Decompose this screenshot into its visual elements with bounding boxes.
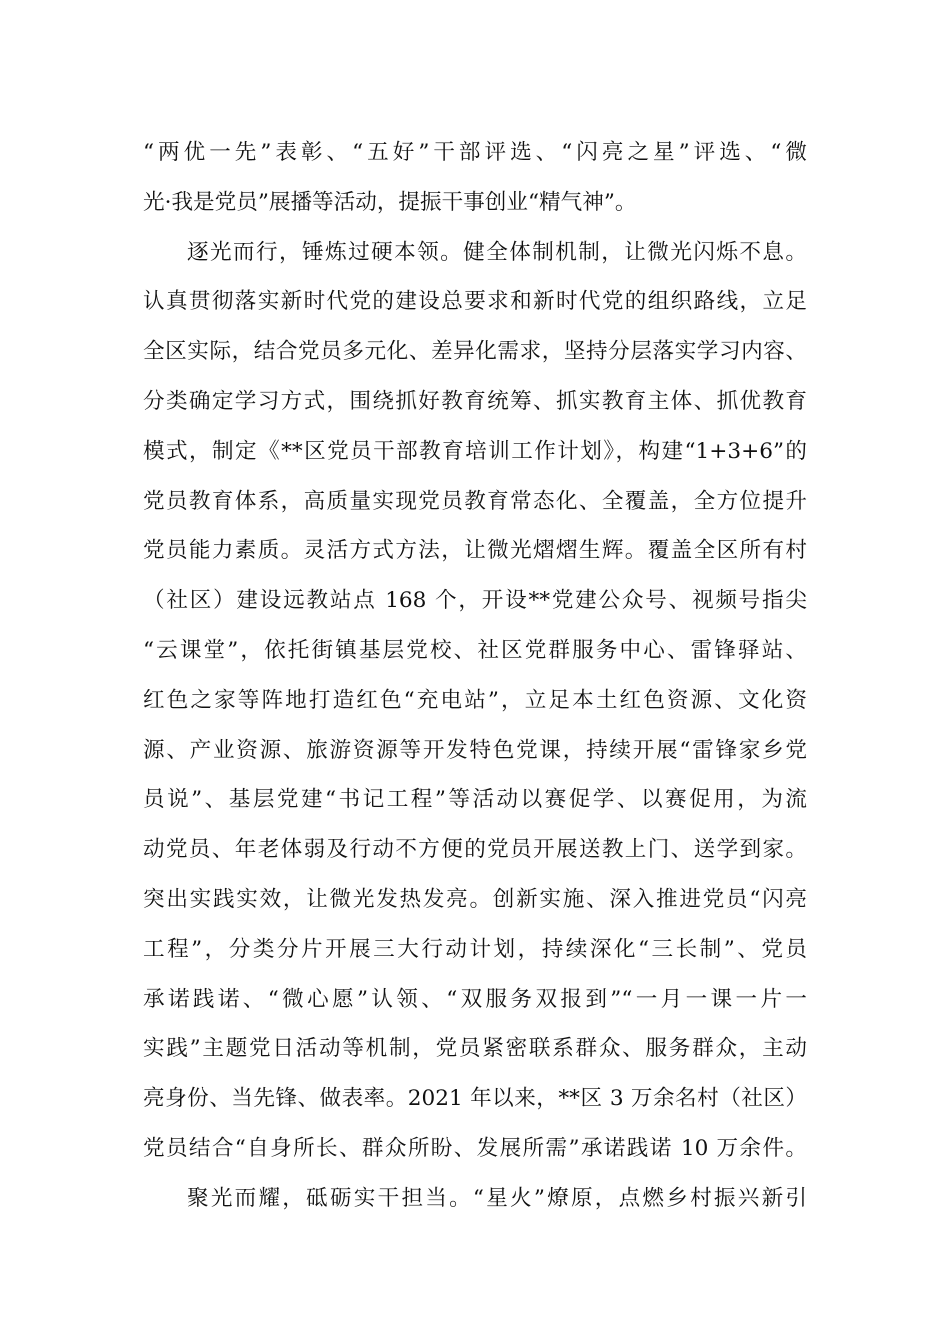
text-line: “两优一先”表彰、“五好”干部评选、“闪亮之星”评选、“微 [143, 140, 807, 165]
text-line: 工程”，分类分片开展三大行动计划，持续深化“三长制”、党员 [143, 936, 807, 962]
text-line: 员说”、基层党建“书记工程”等活动以赛促学、以赛促用，为流 [143, 787, 807, 813]
paragraph-first-line: 聚光而耀，砥砺实干担当。“星火”燎原，点燃乡村振兴新引 [187, 1185, 807, 1211]
text-line: 全区实际，结合党员多元化、差异化需求，坚持分层落实学习内容、 [143, 339, 807, 365]
text-line: “云课堂”，依托街镇基层党校、社区党群服务中心、雷锋驿站、 [143, 637, 807, 663]
text-line: 突出实践实效，让微光发热发亮。创新实施、深入推进党员“闪亮 [143, 886, 807, 912]
text-line: 动党员、年老体弱及行动不方便的党员开展送教上门、送学到家。 [143, 837, 807, 863]
text-line: 红色之家等阵地打造红色“充电站”，立足本土红色资源、文化资 [143, 687, 807, 713]
text-line: 源、产业资源、旅游资源等开发特色党课，持续开展“雷锋家乡党 [143, 737, 807, 763]
text-line: 实践”主题党日活动等机制，党员紧密联系群众、服务群众，主动 [143, 1036, 807, 1062]
text-line: （社区）建设远教站点 168 个，开设**党建公众号、视频号指尖 [143, 588, 807, 614]
paragraph-first-line: 逐光而行，锤炼过硬本领。健全体制机制，让微光闪烁不息。 [187, 239, 807, 265]
text-line: 分类确定学习方式，围绕抓好教育统筹、抓实教育主体、抓优教育 [143, 388, 807, 414]
text-line: 党员教育体系，高质量实现党员教育常态化、全覆盖，全方位提升 [143, 488, 807, 514]
document-body [143, 128, 807, 1224]
text-line: 承诺践诺、“微心愿”认领、“双服务双报到”“一月一课一片一 [143, 986, 807, 1012]
text-line: 光·我是党员”展播等活动，提振干事创业“精气神”。 [143, 189, 637, 215]
text-line: 模式，制定《**区党员干部教育培训工作计划》，构建“1+3+6”的 [143, 438, 807, 464]
text-line: 亮身份、当先锋、做表率。2021 年以来，**区 3 万余名村（社区） [143, 1086, 807, 1112]
text-line: 认真贯彻落实新时代党的建设总要求和新时代党的组织路线，立足 [143, 289, 807, 315]
text-line: 党员结合“自身所长、群众所盼、发展所需”承诺践诺 10 万余件。 [143, 1135, 807, 1161]
text-line: 党员能力素质。灵活方式方法，让微光熠熠生辉。覆盖全区所有村 [143, 538, 807, 564]
